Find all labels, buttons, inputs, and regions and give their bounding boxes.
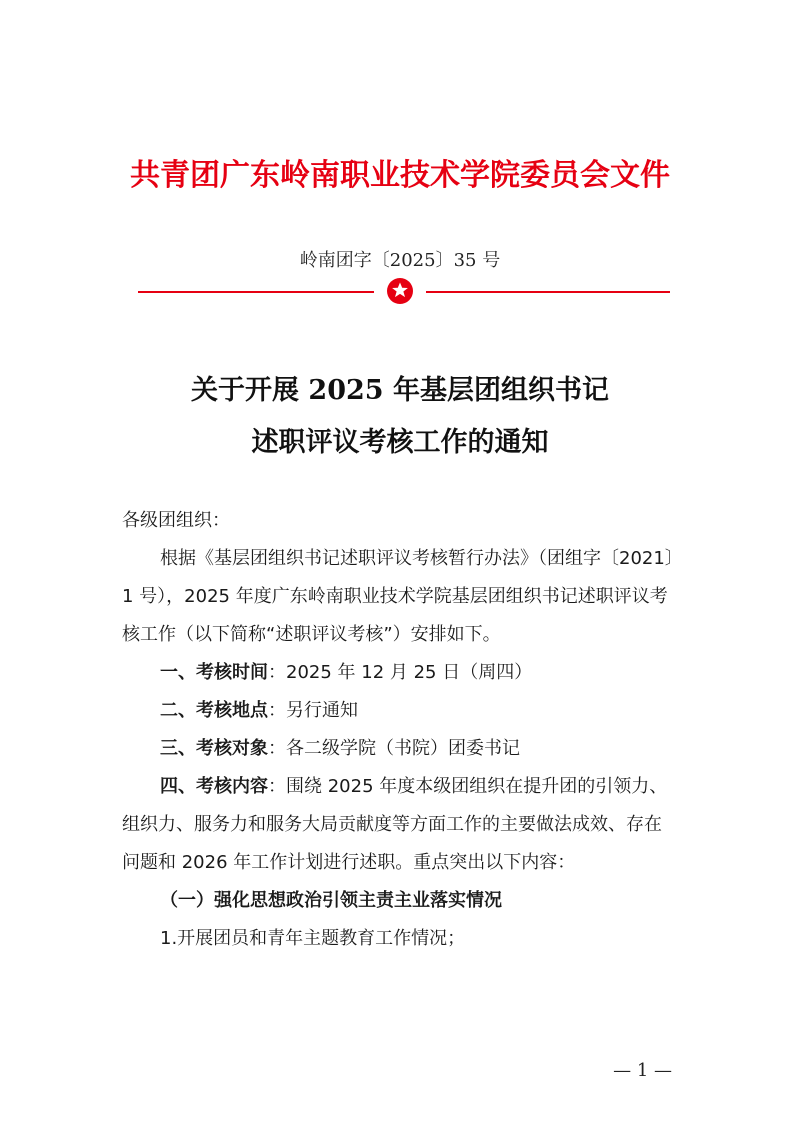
document-title-line2: 述职评议考核工作的通知 — [251, 427, 549, 458]
item-text: ：另行通知 — [268, 700, 358, 721]
item-exam-time — [122, 654, 678, 692]
intro-paragraph: 根据《基层团组织书记述职评议考核暂行办法》（团组字〔2021〕1 号），2025 年度广东岭南职业技术学院基层团组织书记述职评议考核工作（以下简称“述职评议考核”）安排如下。 — [122, 548, 674, 645]
item-label: 二、考核地点 — [160, 700, 268, 721]
salutation: 各级团组织： — [122, 510, 230, 531]
item-label: 一、考核时间 — [160, 662, 268, 683]
item-label: 四、考核内容 — [160, 776, 268, 797]
document-number: 岭南团字〔2025〕35 号 — [299, 250, 501, 271]
item-text: ：围绕 2025 年度本级团组织在提升团的引领力、组织力、服务力和服务大局贡献度等方面工作的主要做法成效、存在问题和 2026 年工作计划进行述职。重点突出以下内容： — [122, 776, 668, 873]
red-star-icon — [387, 278, 413, 304]
red-divider-right — [426, 291, 670, 293]
item-text: ：各二级学院（书院）团委书记 — [268, 738, 520, 759]
item-label: 三、考核对象 — [160, 738, 268, 759]
list-item: 1.开展团员和青年主题教育工作情况； — [160, 928, 466, 949]
item-exam-content — [122, 768, 678, 882]
document-body — [122, 502, 678, 958]
issuer-header: 共青团广东岭南职业技术学院委员会文件 — [130, 158, 670, 193]
item-text: ：2025 年 12 月 25 日（周四） — [268, 662, 533, 683]
item-exam-target — [122, 730, 678, 768]
document-title-line1: 关于开展 2025 年基层团组织书记 — [191, 375, 609, 406]
subheading: （一）强化思想政治引领主责主业落实情况 — [160, 890, 502, 911]
item-exam-location — [122, 692, 678, 730]
red-divider-left — [138, 291, 374, 293]
page-number: — 1 — — [613, 1060, 672, 1081]
